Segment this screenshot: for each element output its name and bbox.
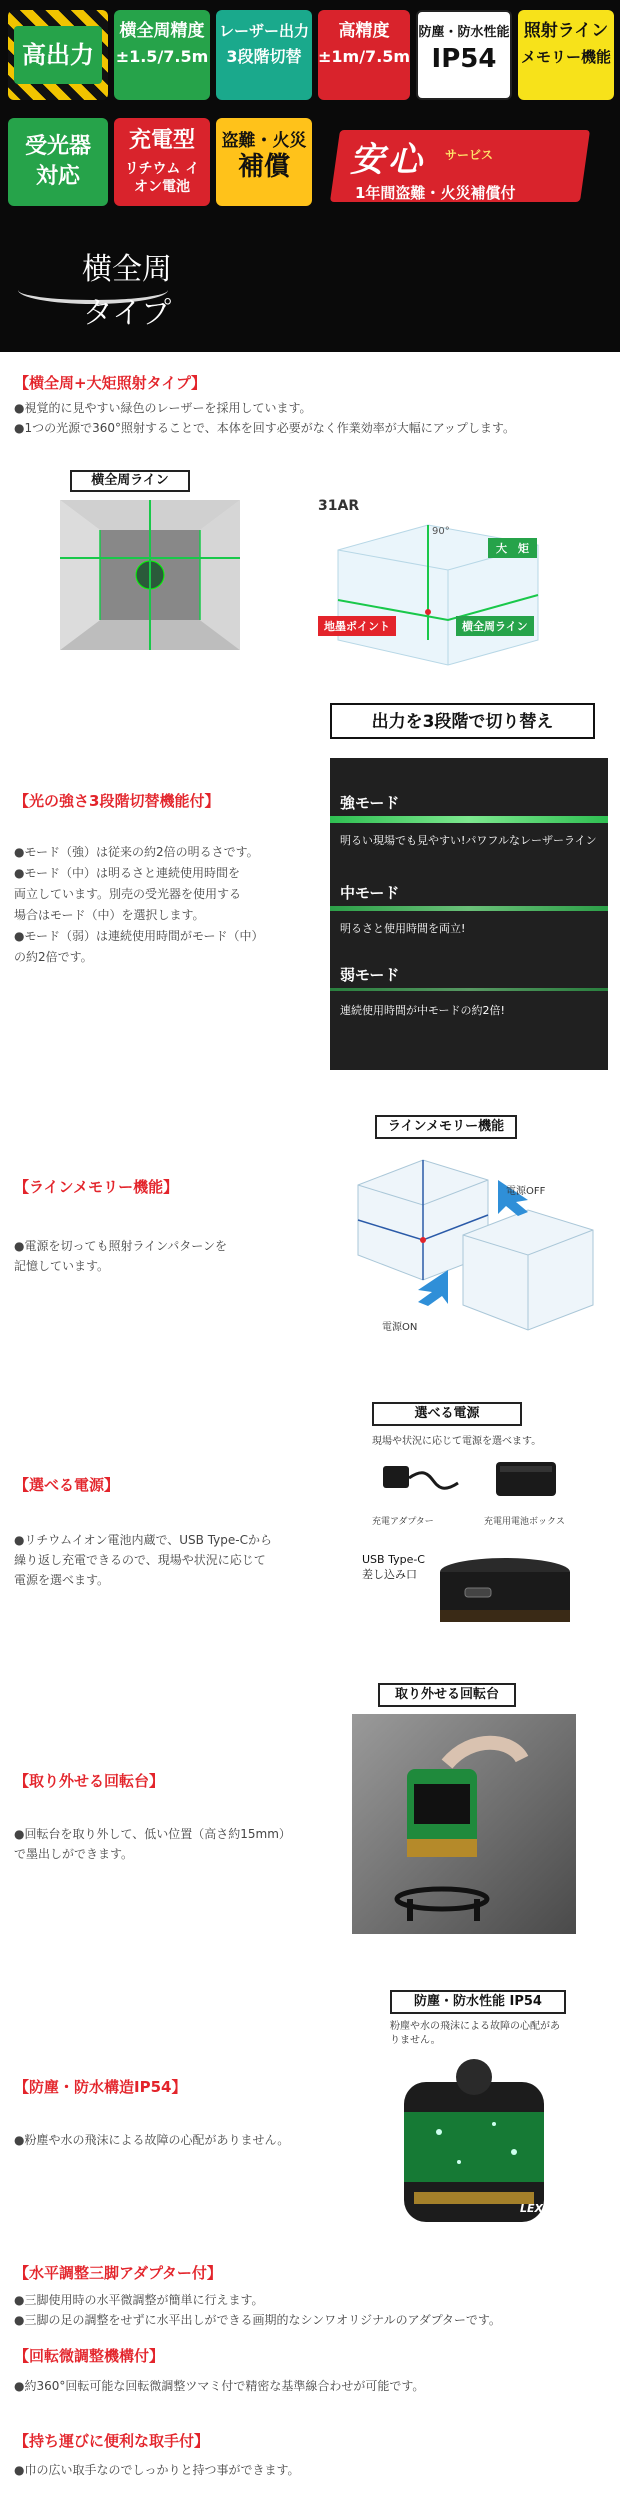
section-body-brightness	[14, 842, 314, 968]
section-title-line-memory: 【ラインメモリー機能】	[14, 1178, 179, 1196]
badge-line-memory	[518, 10, 614, 100]
badge-label: 横全周精度	[119, 21, 205, 41]
box-label-horizontal-line: 横全周ライン	[70, 470, 190, 492]
badge-label: 高出力	[14, 26, 102, 84]
badge-label: 照射ライン	[523, 21, 609, 41]
type-title-line2: タイプ	[82, 296, 172, 331]
badge-high-accuracy	[318, 10, 410, 100]
body-line: ●巾の広い取手なのでしっかりと持つ事ができます。	[14, 2463, 300, 2477]
usb-port-photo	[430, 1550, 570, 1622]
badge-ip54	[416, 10, 512, 100]
badge-output-switch	[216, 10, 312, 100]
insurance-subtitle: 1年間盗難・火災補償付	[355, 184, 516, 202]
body-line: 繰り返し充電できるので、現場や状況に応じて	[14, 1553, 266, 1567]
ip54-caption	[390, 2020, 580, 2048]
insurance-title: 安心	[350, 140, 426, 180]
body-line: ●電源を切っても照射ラインパターンを	[14, 1239, 228, 1253]
mode-medium-line	[330, 906, 608, 911]
badge-value: メモリー機能	[520, 48, 611, 66]
box-label-power: 選べる電源	[372, 1402, 522, 1426]
battery-box-label: 充電用電池ボックス	[484, 1517, 565, 1527]
mode-medium-desc: 明るさと使用時間を両立!	[340, 922, 466, 935]
section-body-full-circle	[14, 398, 614, 438]
section-title-handle: 【持ち運びに便利な取手付】	[14, 2432, 210, 2450]
badge-value: 補償	[237, 152, 290, 182]
body-line: ●モード（強）は従来の約2倍の明るさです。	[14, 845, 259, 859]
power-off-label: 電源OFF	[506, 1186, 546, 1197]
body-line: ●リチウムイオン電池内蔵で、USB Type-Cから	[14, 1533, 272, 1547]
section-body-ip54	[14, 2130, 354, 2150]
body-line: ●モード（中）は明るさと連続使用時間を	[14, 866, 240, 880]
body-line: 場合はモード（中）を選択します。	[14, 908, 205, 922]
section-body-line-memory	[14, 1236, 314, 1276]
section-body-power	[14, 1530, 334, 1590]
section-body-handle	[14, 2460, 614, 2480]
mode-strong-line	[330, 816, 608, 823]
badge-receiver	[8, 118, 108, 206]
angle-label: 90°	[432, 526, 450, 537]
mode-weak-title: 弱モード	[340, 966, 400, 984]
label-ground-point: 地墨ポイント	[318, 616, 396, 636]
mode-weak-line	[330, 988, 608, 991]
body-line: ●約360°回転可能な回転微調整ツマミ付で精密な基準線合わせが可能です。	[14, 2379, 425, 2393]
section-title-turntable: 【取り外せる回転台】	[14, 1772, 165, 1790]
model-label: 31AR	[318, 498, 360, 514]
ip54-caption-line1: 粉塵や水の飛沫による故障の心配があ	[390, 2021, 560, 2032]
room-laser-illustration	[60, 500, 240, 650]
badge-label: 充電型	[128, 128, 195, 153]
section-title-brightness: 【光の強さ3段階切替機能付】	[14, 792, 220, 810]
power-caption: 現場や状況に応じて電源を選べます。	[372, 1436, 542, 1447]
body-line: ●粉塵や水の飛沫による故障の心配がありません。	[14, 2133, 290, 2147]
badge-label: 防塵・防水性能	[418, 25, 510, 40]
power-accessories-illustration	[368, 1448, 568, 1508]
box-label-line-memory: ラインメモリー機能	[375, 1115, 517, 1139]
badge-horizontal-accuracy	[114, 10, 210, 100]
brand-logo: LEXIA	[520, 2202, 556, 2215]
badge-value: IP54	[431, 44, 497, 74]
header-banner	[0, 0, 620, 352]
body-line: ●三脚使用時の水平微調整が簡単に行えます。	[14, 2293, 264, 2307]
badge-theft-fire	[216, 118, 312, 206]
body-line: ●1つの光源で360°照射することで、本体を回す必要がなく作業効率が大幅にアップします。	[14, 421, 515, 435]
body-line: 電源を選べます。	[14, 1573, 110, 1587]
adapter-label: 充電アダプター	[372, 1517, 434, 1527]
badge-label: 受光器	[24, 134, 91, 159]
body-line: の約2倍です。	[14, 950, 93, 964]
modes-panel	[330, 758, 608, 1070]
section-body-turntable	[14, 1824, 344, 1864]
body-line: ●視覚的に見やすい緑色のレーザーを採用しています。	[14, 401, 312, 415]
mode-strong-desc: 明るい現場でも見やすい!パワフルなレーザーライン	[340, 834, 597, 847]
badge-value: ±1.5/7.5m	[115, 47, 209, 66]
body-line: 記憶しています。	[14, 1259, 110, 1273]
body-line: ●三脚の足の調整をせずに水平出しができる画期的なシンワオリジナルのアダプターです。	[14, 2313, 501, 2327]
badge-label: レーザー出力	[218, 22, 309, 40]
label-horizontal-line: 横全周ライン	[456, 616, 534, 636]
usb-label-line2: 差し込み口	[362, 1568, 417, 1581]
badge-value: ±1m/7.5m	[318, 47, 411, 66]
modes-heading: 出力を3段階で切り替え	[330, 703, 595, 739]
section-body-fine-rotation	[14, 2376, 614, 2396]
badge-value: リチウム イオン電池	[124, 161, 200, 195]
usb-label-line1: USB Type-C	[362, 1553, 425, 1566]
ip54-caption-line2: りません。	[390, 2035, 441, 2046]
body-line: ●回転台を取り外して、低い位置（高さ約15mm）	[14, 1827, 291, 1841]
section-title-ip54: 【防塵・防水構造IP54】	[14, 2078, 187, 2096]
box-label-turntable: 取り外せる回転台	[378, 1683, 516, 1707]
section-body-tripod-adapter	[14, 2290, 614, 2330]
mode-strong-title: 強モード	[340, 794, 400, 812]
power-on-label: 電源ON	[382, 1322, 418, 1333]
badge-high-output	[8, 10, 108, 100]
insurance-tag: サービス	[445, 148, 494, 162]
body-line: 両立しています。別売の受光器を使用する	[14, 887, 242, 901]
badge-label: 盗難・火災	[221, 131, 307, 151]
label-daiku: 大 矩	[488, 538, 537, 558]
section-title-fine-rotation: 【回転微調整機構付】	[14, 2347, 165, 2365]
section-title-tripod-adapter: 【水平調整三脚アダプター付】	[14, 2264, 222, 2282]
section-title-power: 【選べる電源】	[14, 1476, 120, 1494]
line-memory-diagram	[338, 1150, 608, 1340]
body-line: ●モード（弱）は連続使用時間がモード（中）	[14, 929, 264, 943]
box-label-ip54: 防塵・防水性能 IP54	[390, 1990, 566, 2014]
type-title	[52, 248, 202, 336]
mode-medium-title: 中モード	[340, 884, 400, 902]
badge-value: 対応	[35, 164, 80, 189]
usb-label	[362, 1552, 425, 1582]
section-title-full-circle: 【横全周+大矩照射タイプ】	[14, 374, 206, 392]
turntable-photo	[352, 1714, 576, 1934]
mode-weak-desc: 連続使用時間が中モードの約2倍!	[340, 1004, 505, 1017]
badge-value: 3段階切替	[226, 47, 302, 66]
type-title-line1: 横全周	[82, 252, 172, 287]
badge-label: 高精度	[338, 21, 390, 41]
badge-rechargeable	[114, 118, 210, 206]
body-line: で墨出しができます。	[14, 1847, 134, 1861]
